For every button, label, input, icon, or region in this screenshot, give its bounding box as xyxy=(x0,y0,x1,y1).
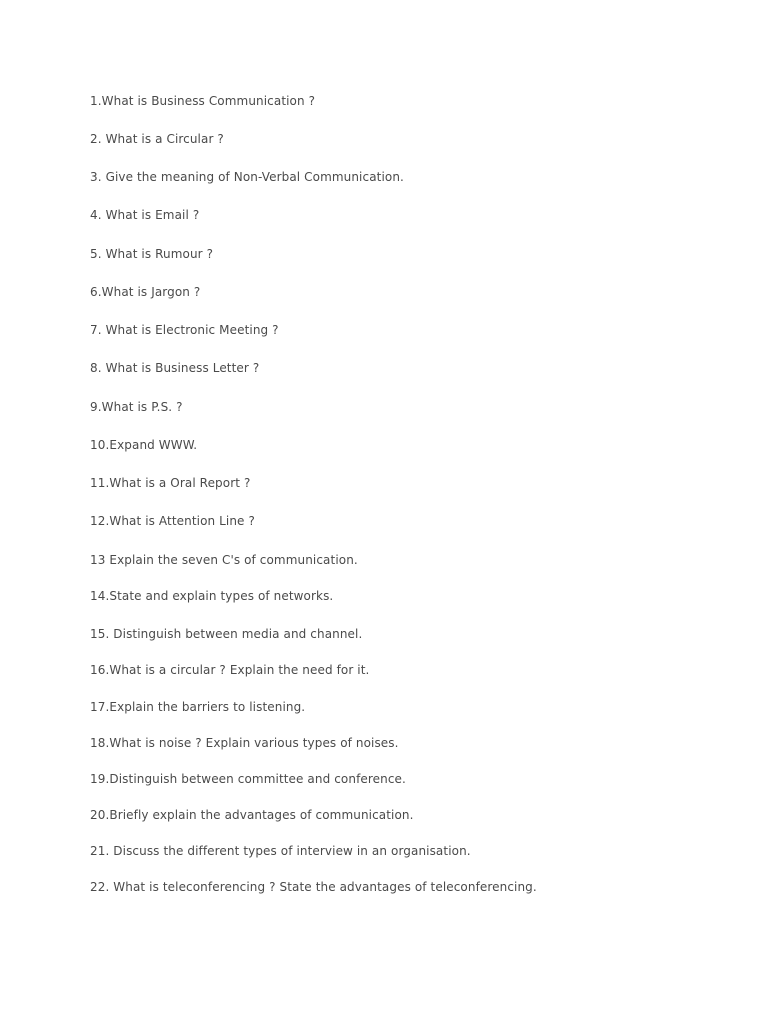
question-17: 17.Explain the barriers to listening. xyxy=(90,700,306,714)
question-20: 20.Briefly explain the advantages of communication. xyxy=(90,808,414,822)
question-3: 3. Give the meaning of Non-Verbal Communication. xyxy=(90,170,404,184)
question-11: 11.What is a Oral Report ? xyxy=(90,476,251,490)
question-7: 7. What is Electronic Meeting ? xyxy=(90,323,279,337)
question-8: 8. What is Business Letter ? xyxy=(90,361,260,375)
question-5: 5. What is Rumour ? xyxy=(90,247,214,261)
question-12: 12.What is Attention Line ? xyxy=(90,514,255,528)
question-1: 1.What is Business Communication ? xyxy=(90,94,316,108)
question-16: 16.What is a circular ? Explain the need for it. xyxy=(90,663,370,677)
question-18: 18.What is noise ? Explain various types of noises. xyxy=(90,736,399,750)
question-19: 19.Distinguish between committee and conference. xyxy=(90,772,406,786)
question-21: 21. Discuss the different types of interview in an organisation. xyxy=(90,844,471,858)
question-22: 22. What is teleconferencing ? State the advantages of teleconferencing. xyxy=(90,880,537,894)
question-6: 6.What is Jargon ? xyxy=(90,285,201,299)
question-9: 9.What is P.S. ? xyxy=(90,400,183,414)
question-14: 14.State and explain types of networks. xyxy=(90,589,334,603)
question-15: 15. Distinguish between media and channel. xyxy=(90,627,363,641)
question-4: 4. What is Email ? xyxy=(90,208,200,222)
question-2: 2. What is a Circular ? xyxy=(90,132,224,146)
question-10: 10.Expand WWW. xyxy=(90,438,198,452)
question-13: 13 Explain the seven C's of communication. xyxy=(90,553,358,567)
